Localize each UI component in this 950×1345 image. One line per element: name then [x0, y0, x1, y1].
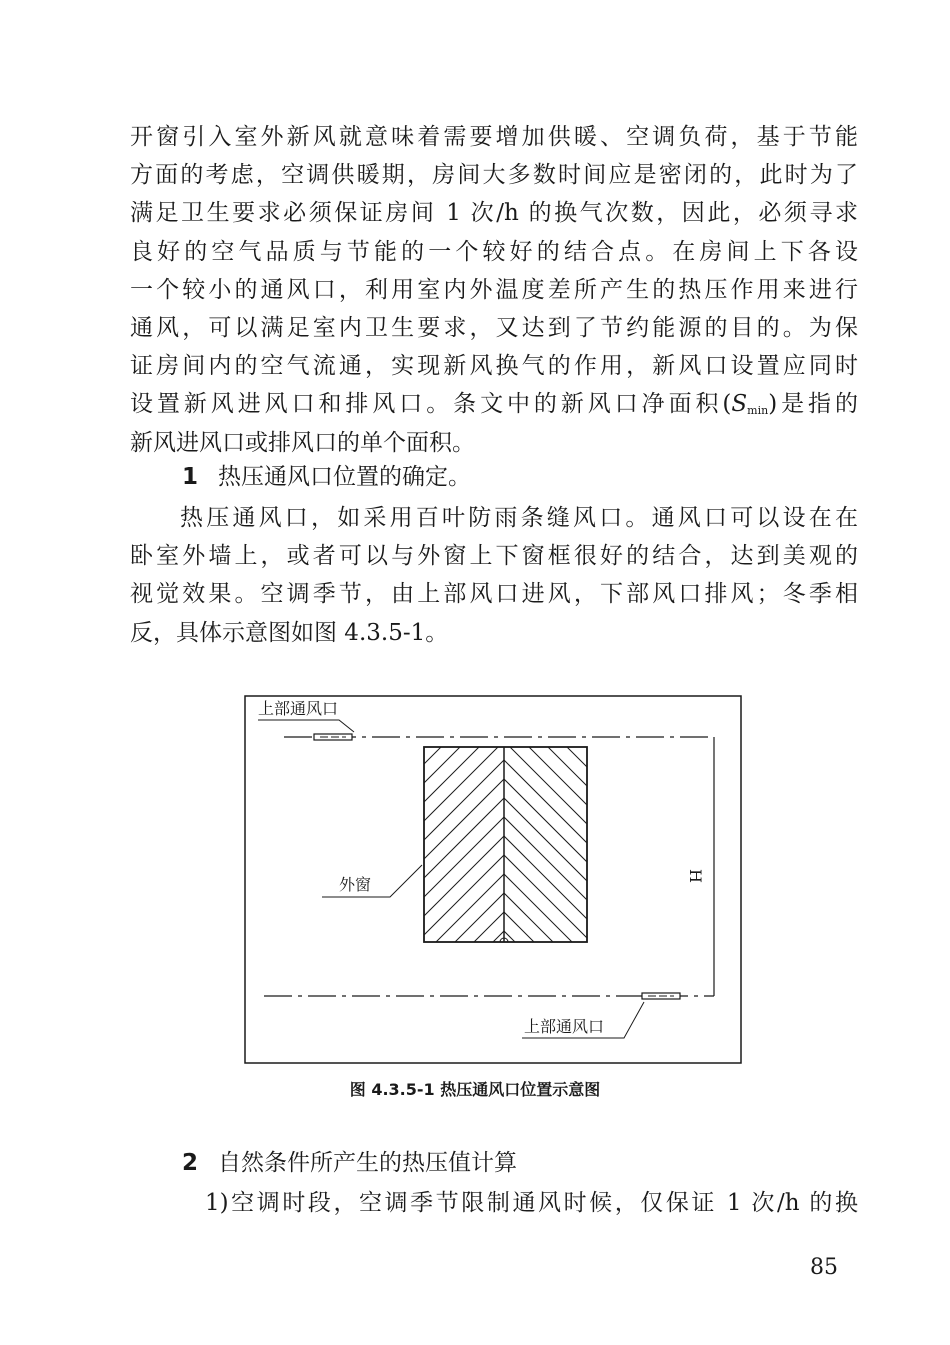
label-bottom-vent: 上部通风口 [524, 1017, 605, 1036]
section-heading-1 [182, 462, 471, 492]
hatch-line [424, 760, 504, 840]
text-line: 开窗引入室外新风就意味着需要增加供暖、空调负荷，基于节能 [130, 124, 858, 150]
hatch-line [504, 1045, 587, 1064]
hatch-line [424, 798, 504, 878]
hatch-line [424, 695, 504, 726]
diagram-frame [245, 696, 741, 1063]
section-title: 热压通风口位置的确定。 [218, 464, 472, 490]
hatch-line [504, 695, 587, 729]
hatch-line [424, 741, 504, 821]
hatch-line [504, 874, 587, 957]
paragraph-vents [130, 499, 858, 652]
section-heading-2 [182, 1148, 517, 1178]
hatch-line [424, 836, 504, 916]
vent-position-diagram [244, 695, 742, 1064]
hatch-line [424, 988, 504, 1064]
hatch-line [424, 931, 504, 1011]
text-line: 满足卫生要求必须保证房间 1 次/h 的换气次数，因此，必须寻求 [130, 200, 858, 227]
hatch-line [424, 817, 504, 897]
section-title: 自然条件所产生的热压值计算 [218, 1150, 518, 1176]
hatch-line [504, 741, 587, 824]
hatch-line [424, 722, 504, 802]
area-subscript: min [747, 404, 769, 418]
figure-caption: 图 4.3.5-1 热压通风口位置示意图 [349, 1080, 601, 1099]
text-line: 方面的考虑，空调供暖期，房间大多数时间应是密闭的，此时为了 [130, 162, 858, 189]
text-line: 反，具体示意图如图 4.3.5-1。 [130, 619, 449, 646]
hatch-line [424, 1026, 504, 1064]
text-line: 热压通风口，如采用百叶防雨条缝风口。通风口可以设在在 [180, 505, 858, 531]
hatch-line [504, 855, 587, 938]
page-number: 85 [810, 1255, 838, 1280]
hatch-line [424, 969, 504, 1049]
hatch-line [504, 893, 587, 976]
text-line: 1)空调时段，空调季节限制通风时候，仅保证 1 次/h 的换 [205, 1190, 858, 1216]
paragraph-intro [130, 118, 858, 462]
hatch-line [424, 855, 504, 935]
area-symbol: S [731, 391, 748, 418]
hatch-line [424, 950, 504, 1030]
hatch-line [504, 779, 587, 862]
section-number: 2 [182, 1150, 199, 1176]
window-hatch-right [504, 695, 587, 1064]
hatch-line [424, 1045, 504, 1064]
label-height: H [686, 869, 705, 883]
text-line: 良好的空气品质与节能的一个较好的结合点。在房间上下各设 [130, 238, 858, 265]
leader-window [322, 865, 422, 897]
hatch-line [424, 695, 504, 707]
text-line: 证房间内的空气流通，实现新风换气的作用，新风口设置应同时 [130, 353, 858, 380]
hatch-line [504, 722, 587, 805]
text-line-with-symbol [130, 385, 858, 423]
section-number: 1 [182, 464, 199, 490]
text-segment: )是指的 [768, 391, 858, 418]
hatch-line [504, 931, 587, 1014]
hatch-line [504, 969, 587, 1052]
leader-top-vent [258, 720, 354, 732]
hatch-line [504, 695, 587, 767]
hatch-line [424, 703, 504, 783]
text-line: 视觉效果。空调季节，由上部风口进风，下部风口排风；冬季相 [130, 581, 858, 608]
hatch-line [504, 912, 587, 995]
hatch-line [504, 695, 587, 748]
hatch-line [504, 817, 587, 900]
text-line: 通风，可以满足室内卫生要求，又达到了节约能源的目的。为保 [130, 314, 858, 341]
window-hatch-left [424, 695, 504, 1064]
hatch-line [504, 798, 587, 881]
label-window: 外窗 [339, 875, 372, 894]
hatch-line [424, 893, 504, 973]
paragraph-calc [205, 1184, 858, 1222]
hatch-line [424, 912, 504, 992]
text-line: 卧室外墙上，或者可以与外窗上下窗框很好的结合，达到美观的 [130, 543, 858, 570]
hatch-line [424, 1007, 504, 1064]
label-top-vent: 上部通风口 [258, 699, 339, 718]
text-line: 新风进风口或排风口的单个面积。 [130, 429, 475, 456]
hatch-line [424, 779, 504, 859]
text-line: 一个较小的通风口，利用室内外温度差所产生的热压作用来进行 [130, 276, 858, 303]
hatch-line [504, 836, 587, 919]
hatch-line [504, 695, 587, 710]
exterior-window [424, 747, 587, 942]
hatch-line [504, 703, 587, 786]
hatch-line [504, 760, 587, 843]
text-segment: 设置新风进风口和排风口。条文中的新风口净面积( [130, 391, 732, 418]
